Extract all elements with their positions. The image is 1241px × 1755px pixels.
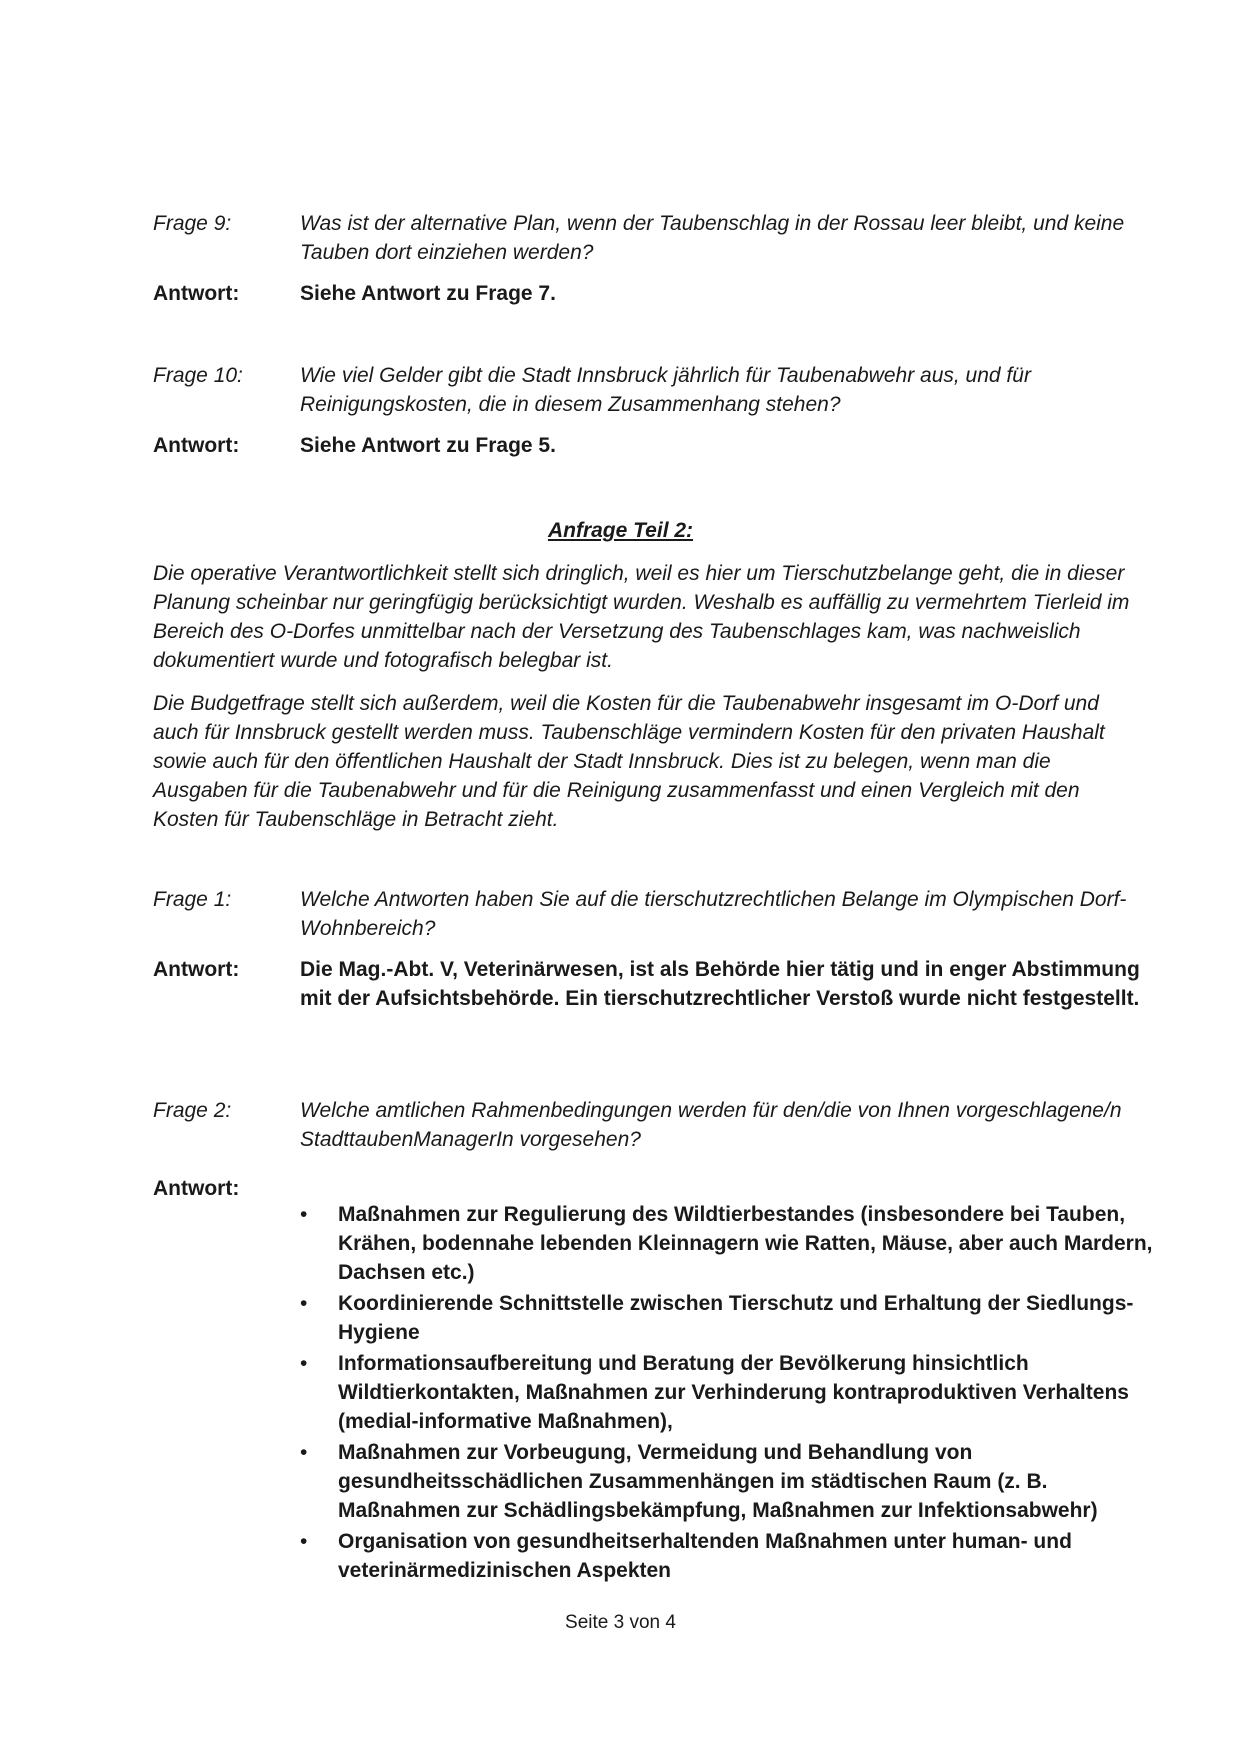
answer-label: Antwort: (153, 1177, 240, 1200)
question-row (153, 885, 1153, 943)
qa-block-frage-2 (153, 1096, 1153, 1203)
intro-paragraph-1: Die operative Verantwortlichkeit stellt sich dringlich, weil es hier um Tierschutzbelange geht, die in dieser Planung scheinbar nur geringfügig berücksichtigt wurden. Weshalb es auffällig zu vermehrtem Tierleid im Bereich des O-Dorfes unmittelbar nach der Versetzung des Taubenschlages kam, was nachweislich dokumentiert wurde und fotografisch belegbar ist. (153, 562, 1130, 672)
question-label: Frage 2: (153, 1099, 232, 1122)
answer-row (153, 279, 1153, 308)
question-row (153, 361, 1153, 419)
question-text: Was ist der alternative Plan, wenn der Taubenschlag in der Rossau leer bleibt, und keine Tauben dort einziehen werden? (300, 212, 1125, 264)
qa-block-frage-10 (153, 361, 1153, 460)
answer-label: Antwort: (153, 958, 240, 981)
question-row (153, 209, 1153, 267)
answer-row (153, 1174, 1153, 1203)
answer-text: Siehe Antwort zu Frage 7. (300, 282, 556, 305)
question-label: Frage 9: (153, 212, 232, 235)
list-item: • Maßnahmen zur Vorbeugung, Vermeidung und Behandlung von gesundheitsschädlichen Zusammenhängen im städtischen Raum (z. B. Maßnahmen zur Schädlingsbekämpfung, Maßnahmen zur Infektionsabwehr) (300, 1438, 1160, 1525)
answer-row (153, 431, 1153, 460)
list-item: • Informationsaufbereitung und Beratung der Bevölkerung hinsichtlich Wildtierkontakten, Maßnahmen zur Verhinderung kontraproduktiven Verhaltens (medial-informative Maßnahmen), (300, 1349, 1160, 1436)
list-item: • Maßnahmen zur Regulierung des Wildtierbestandes (insbesondere bei Tauben, Krähen, bodennahe lebenden Kleinnagern wie Ratten, Mäuse, aber auch Mardern, Dachsen etc.) (300, 1200, 1160, 1287)
question-label: Frage 10: (153, 364, 243, 387)
question-text: Welche amtlichen Rahmenbedingungen werden für den/die von Ihnen vorgeschlagene/n StadttaubenManagerIn vorgesehen? (300, 1099, 1122, 1151)
answer-label: Antwort: (153, 282, 240, 305)
answer-text: Die Mag.-Abt. V, Veterinärwesen, ist als Behörde hier tätig und in enger Abstimmung mit der Aufsichtsbehörde. Ein tierschutzrechtlicher Verstoß wurde nicht festgestellt. (300, 958, 1140, 1010)
list-item: • Organisation von gesundheitserhaltenden Maßnahmen unter human- und veterinärmedizinischen Aspekten (300, 1527, 1160, 1585)
intro-paragraph-2: Die Budgetfrage stellt sich außerdem, weil die Kosten für die Taubenabwehr insgesamt im O-Dorf und auch für Innsbruck gestellt werden muss. Taubenschläge vermindern Kosten für den privaten Haushalt sowie auch für den öffentlichen Haushalt der Stadt Innsbruck. Dies ist zu belegen, wenn man die Ausgaben für die Taubenabwehr und für die Reinigung zusammenfasst und einen Vergleich mit den Kosten für Taubenschläge in Betracht zieht. (153, 692, 1105, 831)
question-text: Wie viel Gelder gibt die Stadt Innsbruck jährlich für Taubenabwehr aus, und für Reinigungskosten, die in diesem Zusammenhang stehen? (300, 364, 1031, 416)
qa-block-frage-9 (153, 209, 1153, 308)
answer-text: Siehe Antwort zu Frage 5. (300, 434, 556, 457)
question-text: Welche Antworten haben Sie auf die tierschutzrechtlichen Belange im Olympischen Dorf-Wohnbereich? (300, 888, 1127, 940)
answer-label: Antwort: (153, 434, 240, 457)
question-row (153, 1096, 1153, 1154)
list-item: • Koordinierende Schnittstelle zwischen Tierschutz und Erhaltung der Siedlungs-Hygiene (300, 1289, 1160, 1347)
answer-row (153, 955, 1153, 1013)
page-number-footer: Seite 3 von 4 (565, 1612, 676, 1633)
question-label: Frage 1: (153, 888, 232, 911)
answer-bullet-list (300, 1200, 1160, 1587)
qa-block-frage-1 (153, 885, 1153, 1013)
section-heading: Anfrage Teil 2: (547, 519, 694, 542)
